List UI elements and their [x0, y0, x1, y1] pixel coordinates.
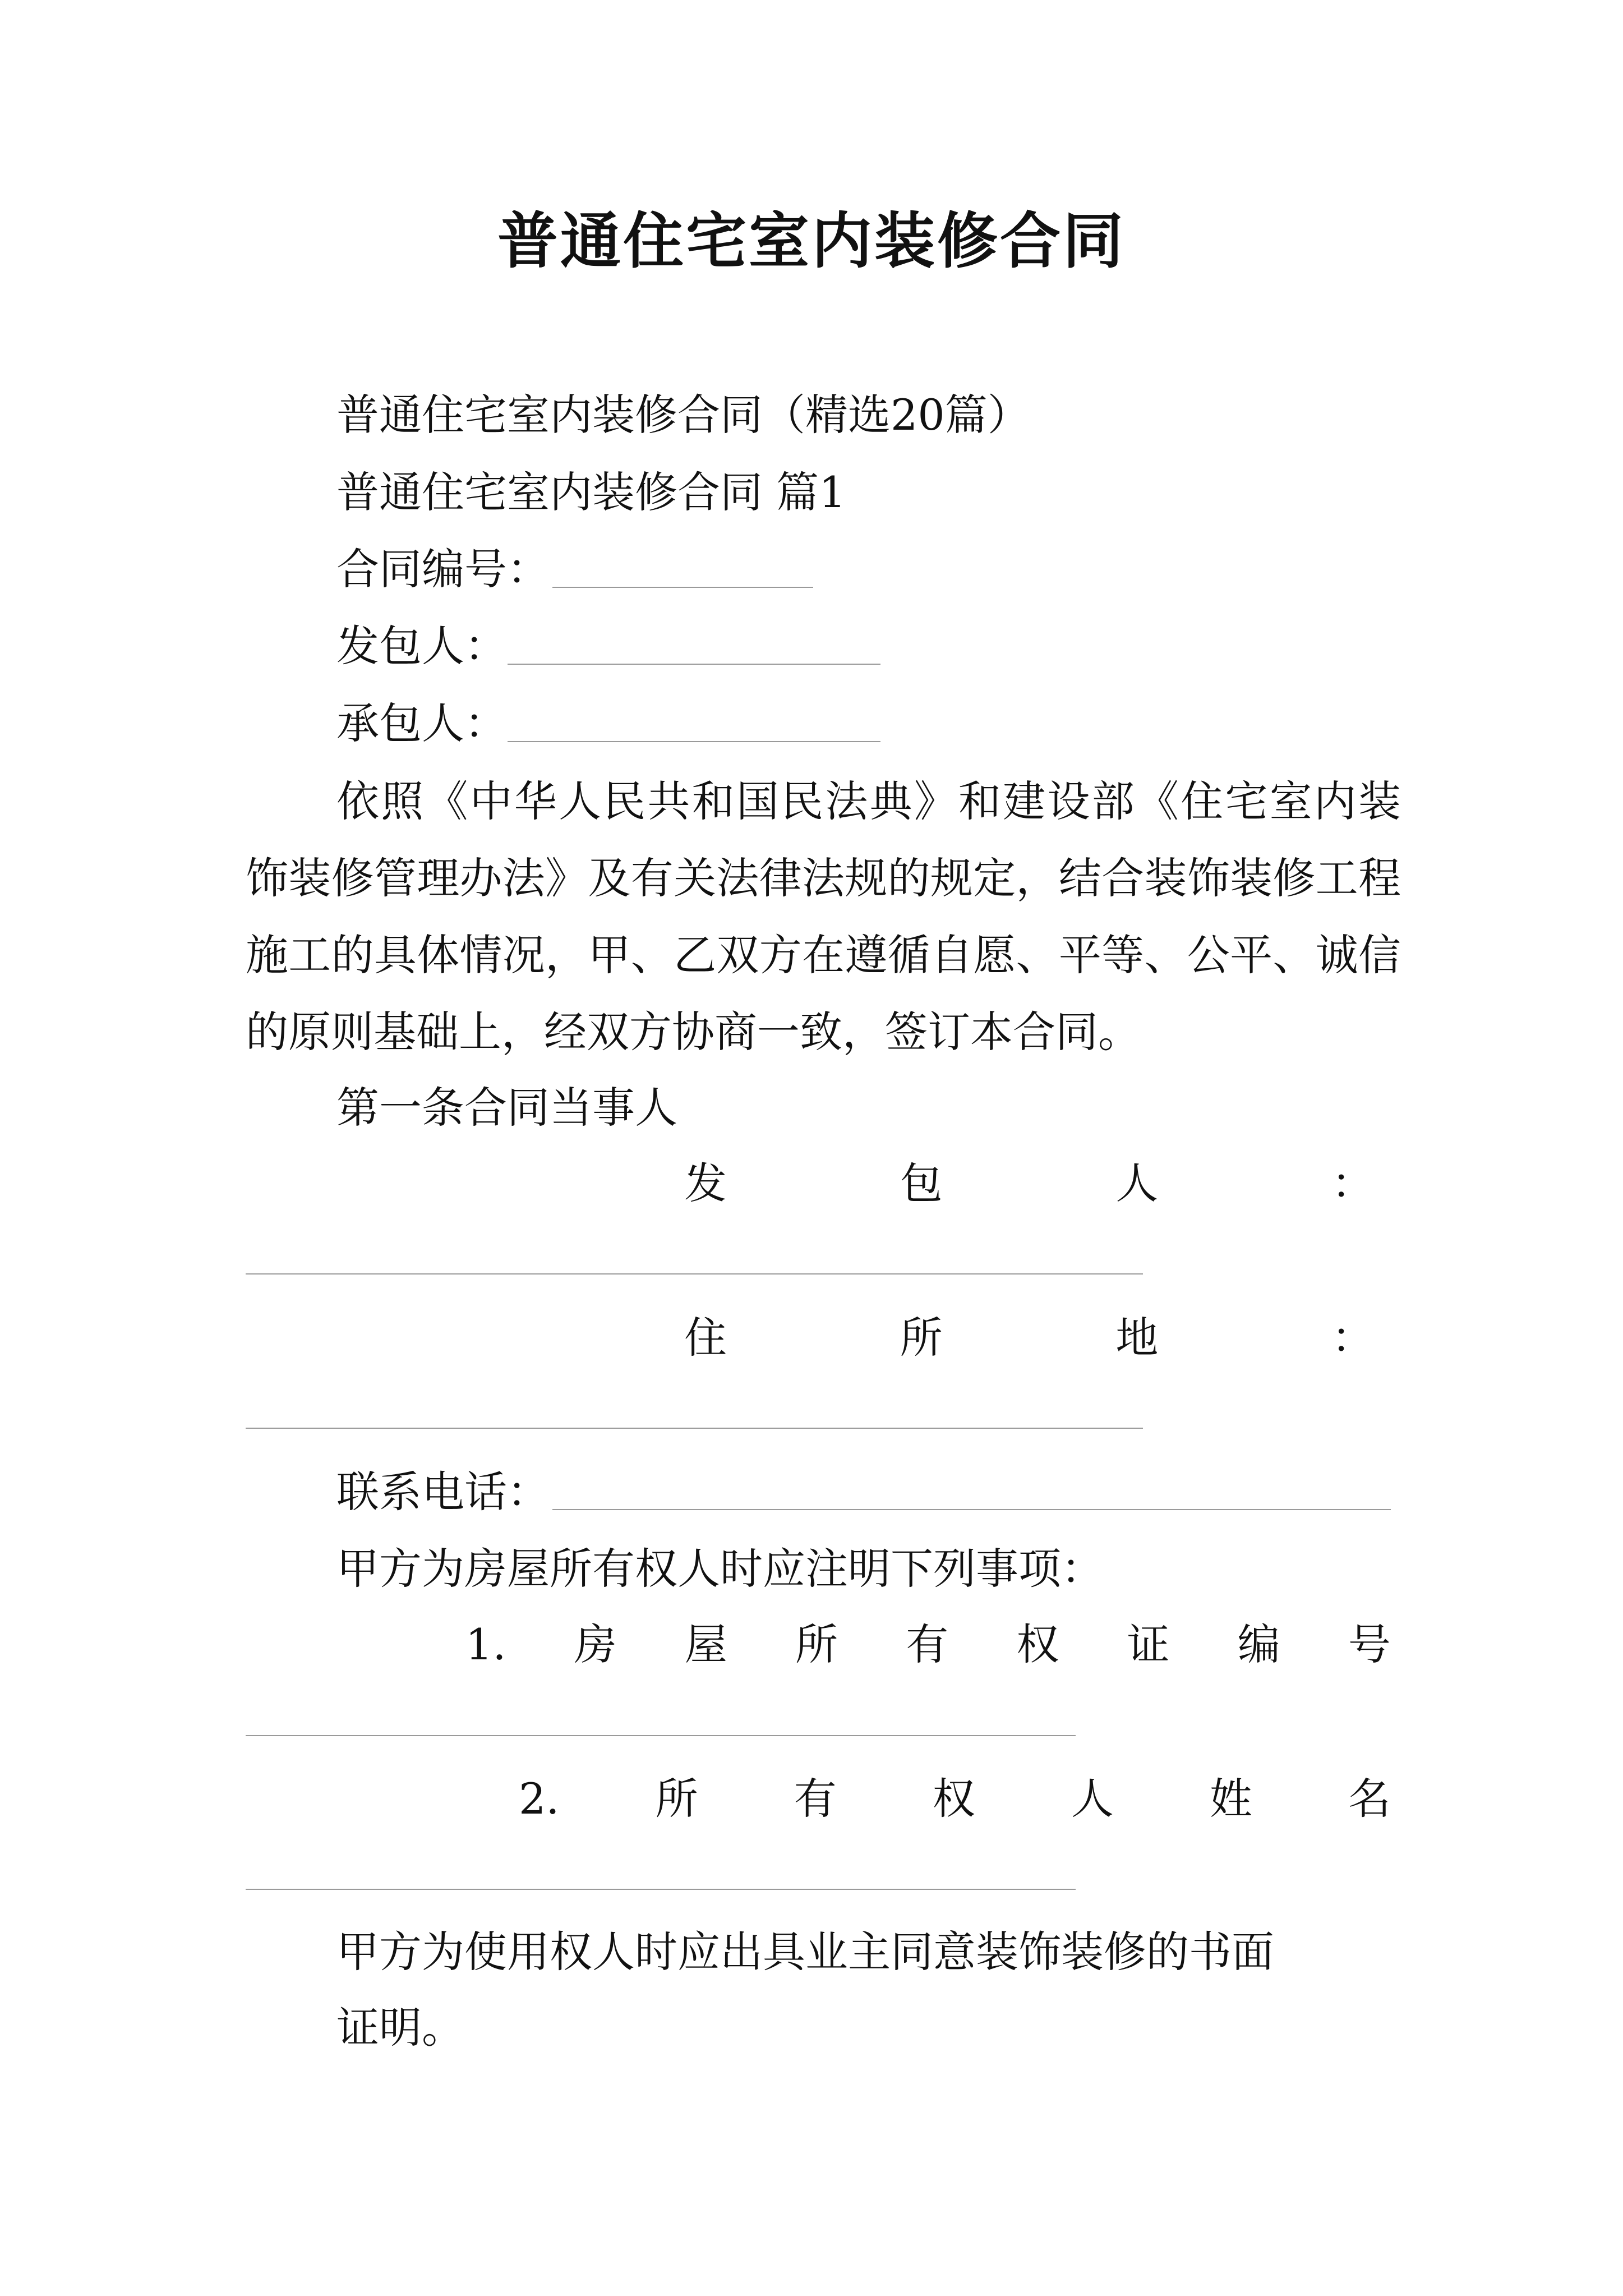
spread-char: 姓 — [1209, 1774, 1252, 1824]
user-note-line-1: 甲方为使用权人时应出具业主同意装饰装修的书面 — [336, 1927, 1274, 1977]
employer-blank — [508, 664, 880, 665]
spread-char: 包 — [900, 1158, 943, 1208]
spread-char: 1. — [465, 1619, 506, 1669]
contractor-label: 承包人： — [336, 698, 507, 748]
spread-char: 住 — [684, 1313, 727, 1363]
party-address-row — [684, 1310, 1374, 1366]
spread-char: 所 — [900, 1313, 943, 1363]
spread-char: 所 — [795, 1619, 838, 1669]
spread-char: 有 — [906, 1619, 949, 1669]
party-employer-row — [684, 1156, 1374, 1212]
phone-blank — [552, 1509, 1391, 1510]
spread-char: 权 — [1016, 1619, 1059, 1669]
preamble-paragraph: 依照《中华人民共和国民法典》和建设部《住宅室内装饰装修管理办法》及有关法律法规的规定，结合装饰装修工程施工的具体情况，甲、乙双方在遵循自愿、平等、公平、诚信的原则基础上，经双方协商一致，签订本合同。 — [246, 776, 1401, 1057]
spread-char: 地 — [1115, 1313, 1159, 1363]
document-title: 普通住宅室内装修合同 — [497, 206, 1126, 277]
contractor-blank — [508, 741, 880, 742]
party-employer-blank — [246, 1273, 1143, 1274]
spread-char: ： — [1331, 1158, 1374, 1208]
spread-char: 证 — [1127, 1619, 1170, 1669]
spread-char: 号 — [1348, 1619, 1391, 1669]
spread-char: 所 — [655, 1774, 698, 1824]
spread-char: 有 — [794, 1774, 837, 1824]
phone-label: 联系电话： — [336, 1467, 550, 1517]
section-heading: 普通住宅室内装修合同 篇1 — [336, 467, 846, 517]
spread-char: 房 — [574, 1619, 617, 1669]
party-address-blank — [246, 1428, 1143, 1429]
item-1-row — [465, 1617, 1391, 1673]
spread-char: 人 — [1071, 1774, 1114, 1824]
article-one-heading: 第一条合同当事人 — [336, 1083, 677, 1133]
spread-char: ： — [1331, 1313, 1374, 1363]
item-1-blank — [246, 1735, 1076, 1736]
contract-number-label: 合同编号： — [336, 544, 550, 594]
user-note-line-2: 证明。 — [336, 2003, 464, 2053]
spread-char: 编 — [1237, 1619, 1280, 1669]
owner-note: 甲方为房屋所有权人时应注明下列事项： — [336, 1544, 1104, 1594]
item-2-row — [519, 1771, 1391, 1827]
document-subtitle: 普通住宅室内装修合同（精选20篇） — [336, 390, 1030, 440]
spread-char: 发 — [684, 1158, 727, 1208]
spread-char: 人 — [1115, 1158, 1159, 1208]
spread-char: 2. — [519, 1774, 560, 1824]
spread-char: 屋 — [684, 1619, 727, 1669]
spread-char: 权 — [932, 1774, 975, 1824]
employer-label: 发包人： — [336, 621, 507, 671]
item-2-blank — [246, 1889, 1076, 1890]
spread-char: 名 — [1348, 1774, 1391, 1824]
contract-number-blank — [552, 587, 813, 588]
